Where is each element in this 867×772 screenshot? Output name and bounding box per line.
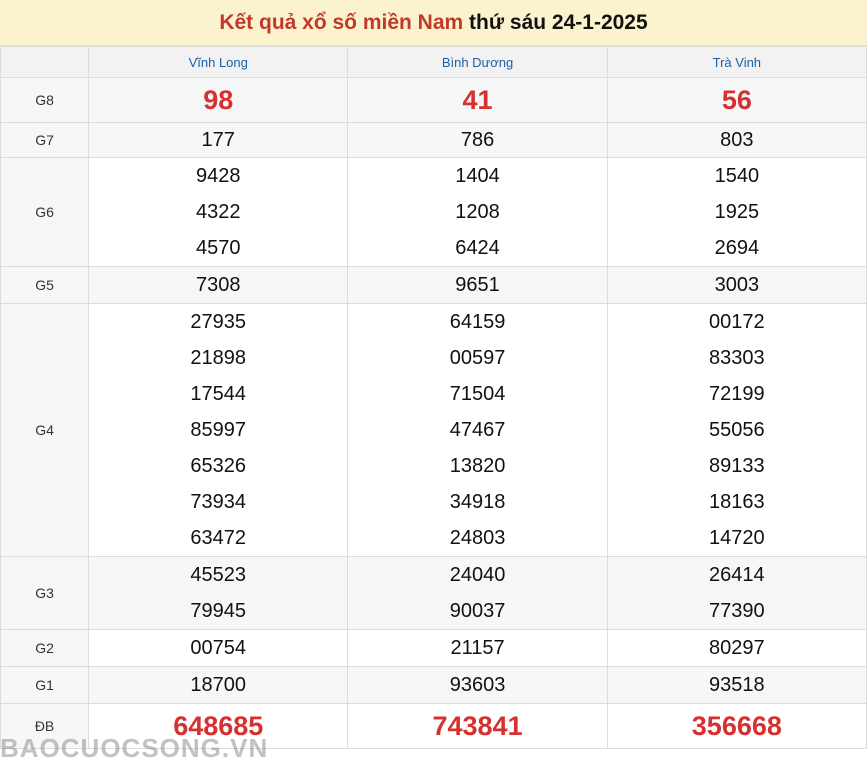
prize-cell (607, 704, 866, 749)
number: 1208 (455, 201, 500, 223)
table-row (1, 158, 867, 267)
prize-label: G5 (1, 267, 89, 304)
table-row (1, 123, 867, 158)
number: 18163 (709, 491, 765, 513)
prize-cell (89, 704, 348, 749)
number: 18700 (190, 674, 247, 696)
table-header-row (1, 47, 867, 78)
prize-cell (89, 123, 348, 158)
number: 47467 (449, 419, 506, 441)
prize-label: G7 (1, 123, 89, 158)
number: 3003 (714, 274, 760, 296)
page-title-date: thứ sáu 24-1-2025 (469, 10, 648, 34)
prize-cell (89, 630, 348, 667)
number: 56 (721, 85, 752, 115)
number: 73934 (190, 491, 247, 513)
prize-cell (607, 123, 866, 158)
prize-cell (607, 630, 866, 667)
prize-cell (348, 267, 607, 304)
prize-label: G6 (1, 158, 89, 267)
number: 2694 (714, 237, 760, 259)
number: 63472 (190, 527, 247, 549)
number: 13820 (449, 455, 506, 477)
table-row (1, 704, 867, 749)
page-title-main: Kết quả xổ số miền Nam (219, 10, 464, 34)
number: 80297 (709, 637, 765, 659)
number: 83303 (709, 347, 765, 369)
prize-cell (348, 78, 607, 123)
prize-cell (607, 667, 866, 704)
watermark: BAOCUOCSONG.VN (0, 733, 269, 763)
page-title (219, 11, 647, 35)
prize-label: ĐB (1, 704, 89, 749)
prize-cell (607, 304, 866, 557)
number: 648685 (173, 711, 264, 741)
prize-cell (89, 78, 348, 123)
table-row (1, 557, 867, 630)
number: 55056 (709, 419, 765, 441)
prize-cell (348, 630, 607, 667)
number: 7308 (195, 274, 241, 296)
number: 89133 (709, 455, 765, 477)
number: 34918 (449, 491, 506, 513)
prize-cell (348, 667, 607, 704)
number: 24040 (449, 564, 506, 586)
number: 21898 (190, 347, 247, 369)
table-body (1, 78, 867, 749)
number: 00754 (190, 637, 247, 659)
number: 65326 (190, 455, 247, 477)
number: 786 (460, 129, 495, 151)
prize-label: G4 (1, 304, 89, 557)
number: 356668 (691, 711, 782, 741)
number: 93603 (449, 674, 506, 696)
number: 72199 (709, 383, 765, 405)
number: 9651 (455, 274, 500, 296)
prize-cell (89, 557, 348, 630)
prize-label: G8 (1, 78, 89, 123)
page-title-bar (0, 0, 867, 46)
number: 90037 (449, 600, 506, 622)
number: 26414 (709, 564, 765, 586)
prize-label: G2 (1, 630, 89, 667)
prize-label: G1 (1, 667, 89, 704)
prize-cell (607, 557, 866, 630)
number: 803 (720, 129, 754, 151)
prize-cell (348, 123, 607, 158)
header-cell-province-1[interactable]: Bình Dương (348, 47, 607, 78)
prize-label: G3 (1, 557, 89, 630)
number: 00597 (449, 347, 506, 369)
number: 1404 (455, 165, 500, 187)
prize-cell (607, 78, 866, 123)
number: 6424 (455, 237, 500, 259)
header-cell-blank (1, 47, 89, 78)
prize-cell (348, 704, 607, 749)
number: 98 (203, 85, 234, 115)
number: 45523 (190, 564, 247, 586)
number: 64159 (449, 311, 506, 333)
results-table (0, 46, 867, 749)
number: 14720 (709, 527, 765, 549)
number: 1540 (714, 165, 760, 187)
header-cell-province-0[interactable]: Vĩnh Long (89, 47, 348, 78)
number: 77390 (709, 600, 765, 622)
number: 79945 (190, 600, 247, 622)
number: 4570 (195, 237, 241, 259)
number: 41 (462, 85, 493, 115)
number: 71504 (449, 383, 506, 405)
prize-cell (89, 158, 348, 267)
number: 743841 (432, 711, 523, 741)
number: 93518 (709, 674, 765, 696)
table-row (1, 304, 867, 557)
number: 24803 (449, 527, 506, 549)
number: 17544 (190, 383, 247, 405)
number: 1925 (714, 201, 760, 223)
number: 27935 (190, 311, 247, 333)
number: 4322 (195, 201, 241, 223)
prize-cell (607, 158, 866, 267)
prize-cell (89, 304, 348, 557)
number: 00172 (709, 311, 765, 333)
header-cell-province-2[interactable]: Trà Vinh (607, 47, 866, 78)
prize-cell (89, 267, 348, 304)
table-row (1, 667, 867, 704)
prize-cell (348, 158, 607, 267)
prize-cell (348, 557, 607, 630)
table-row (1, 78, 867, 123)
prize-cell (607, 267, 866, 304)
number: 21157 (450, 637, 505, 659)
table-row (1, 267, 867, 304)
number: 85997 (190, 419, 247, 441)
prize-cell (348, 304, 607, 557)
table-head (1, 47, 867, 78)
number: 177 (201, 129, 235, 151)
table-row (1, 630, 867, 667)
number: 9428 (195, 165, 241, 187)
prize-cell (89, 667, 348, 704)
